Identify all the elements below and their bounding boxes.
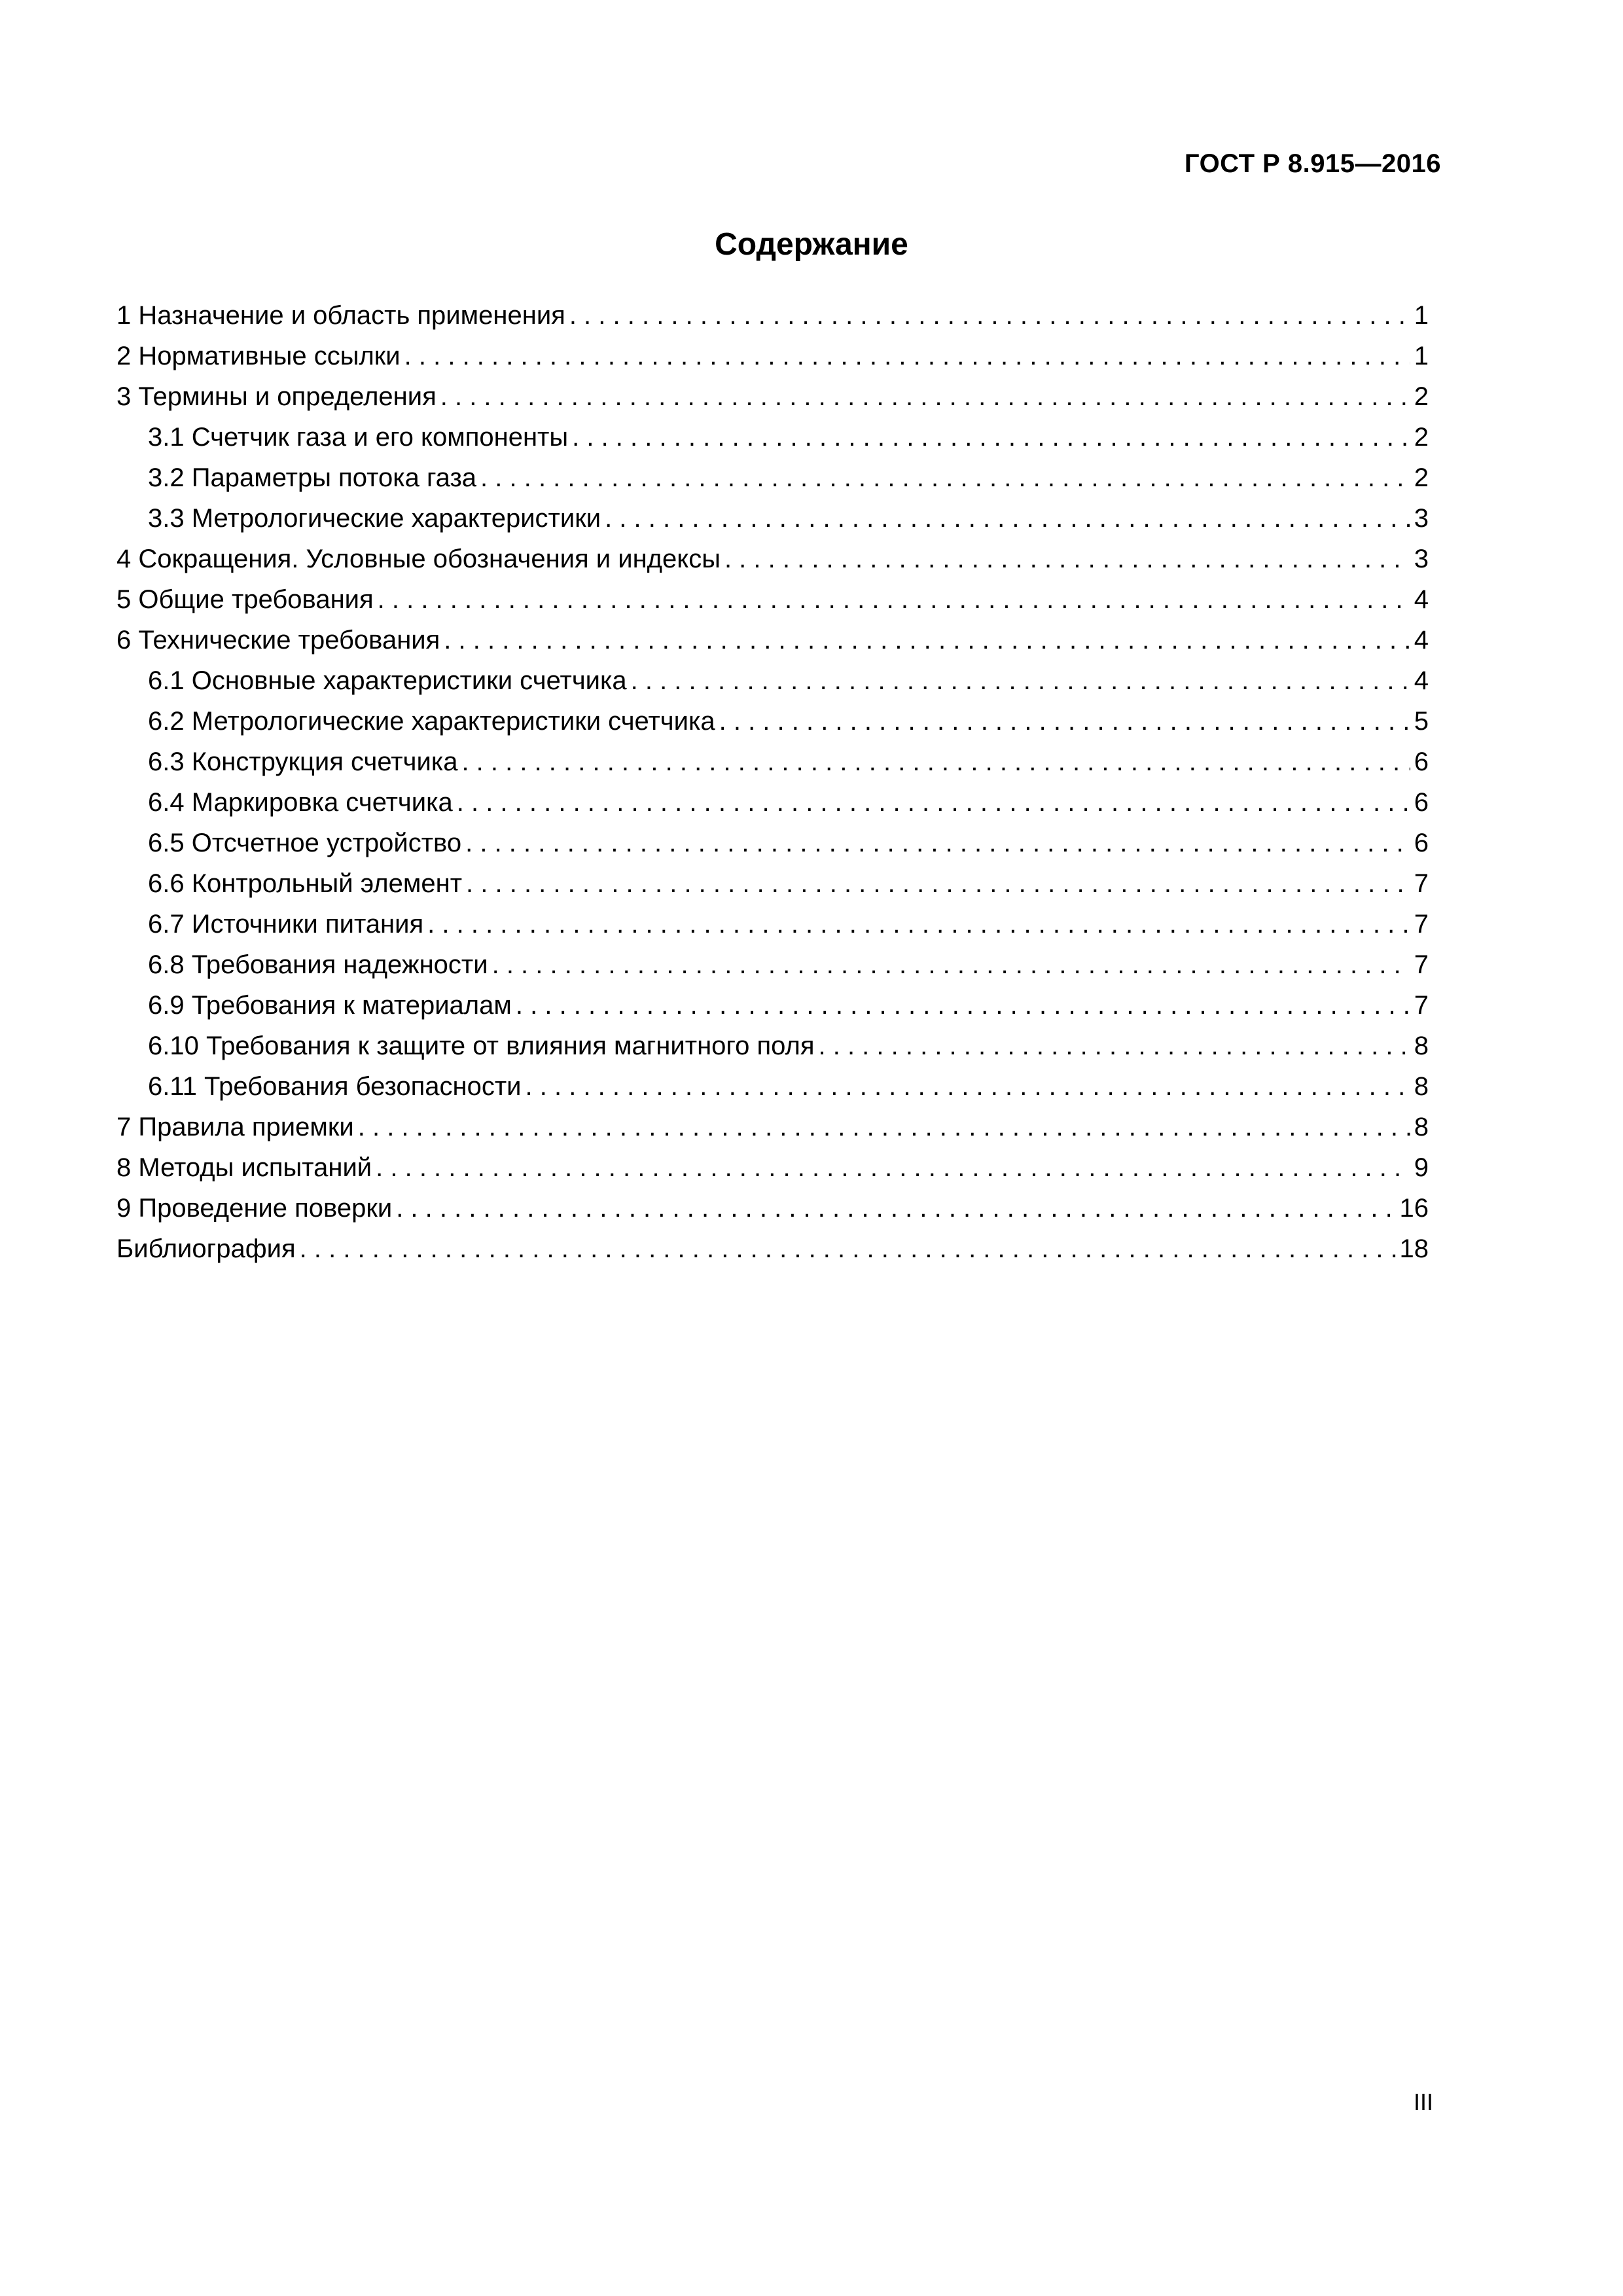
toc-entry-label: 3.1 Счетчик газа и его компоненты — [148, 423, 569, 452]
toc-entry[interactable] — [116, 823, 1429, 863]
toc-entry-page: 7 — [1414, 950, 1429, 979]
toc-leader-dots — [396, 1188, 1395, 1229]
toc-entry-page: 4 — [1414, 626, 1429, 655]
toc-entry[interactable] — [116, 376, 1429, 417]
toc-leader-dots — [719, 701, 1410, 742]
toc-entry-label: 9 Проведение поверки — [116, 1194, 393, 1223]
toc-entry-label: 6.8 Требования надежности — [148, 950, 488, 979]
table-of-contents — [116, 295, 1429, 1269]
toc-entry[interactable] — [116, 985, 1429, 1026]
toc-leader-dots — [300, 1229, 1396, 1269]
toc-leader-dots — [427, 904, 1410, 944]
toc-leader-dots — [631, 660, 1410, 701]
toc-leader-dots — [358, 1107, 1410, 1147]
toc-entry-page: 6 — [1414, 788, 1429, 817]
toc-leader-dots — [465, 823, 1410, 863]
toc-entry-label: 1 Назначение и область применения — [116, 301, 565, 330]
toc-entry-label: 8 Методы испытаний — [116, 1153, 372, 1182]
toc-leader-dots — [444, 620, 1410, 660]
toc-leader-dots — [569, 295, 1410, 336]
toc-entry[interactable] — [116, 579, 1429, 620]
toc-leader-dots — [378, 579, 1410, 620]
toc-entry[interactable] — [116, 417, 1429, 457]
toc-entry[interactable] — [116, 539, 1429, 579]
toc-entry-page: 1 — [1414, 342, 1429, 370]
toc-entry-page: 1 — [1414, 301, 1429, 330]
toc-entry[interactable] — [116, 742, 1429, 782]
toc-entry-label: 6.1 Основные характеристики счетчика — [148, 666, 627, 695]
toc-entry-label: 3.2 Параметры потока газа — [148, 463, 477, 492]
toc-entry-label: 6.3 Конструкция счетчика — [148, 747, 458, 776]
toc-leader-dots — [376, 1147, 1410, 1188]
toc-entry-label: 6.11 Требования безопасности — [148, 1072, 522, 1101]
page-title: Содержание — [715, 227, 908, 262]
toc-entry-label: 6.2 Метрологические характеристики счетчика — [148, 707, 715, 736]
toc-entry-page: 9 — [1414, 1153, 1429, 1182]
toc-entry-page: 7 — [1414, 991, 1429, 1020]
toc-entry-label: 7 Правила приемки — [116, 1113, 354, 1141]
toc-entry-page: 8 — [1414, 1031, 1429, 1060]
toc-leader-dots — [516, 985, 1410, 1026]
toc-entry-page: 2 — [1414, 382, 1429, 411]
toc-entry-page: 3 — [1414, 504, 1429, 533]
toc-entry-page: 5 — [1414, 707, 1429, 736]
toc-entry-label: 6.4 Маркировка счетчика — [148, 788, 453, 817]
document-code: ГОСТ Р 8.915—2016 — [1184, 149, 1441, 178]
toc-entry[interactable] — [116, 498, 1429, 539]
toc-entry-page: 4 — [1414, 666, 1429, 695]
toc-leader-dots — [466, 863, 1410, 904]
toc-entry[interactable] — [116, 1066, 1429, 1107]
toc-entry-label: 4 Сокращения. Условные обозначения и индексы — [116, 545, 721, 573]
toc-entry[interactable] — [116, 1107, 1429, 1147]
toc-entry-label: 6.10 Требования к защите от влияния магнитного поля — [148, 1031, 815, 1060]
toc-entry-label: Библиография — [116, 1234, 296, 1263]
toc-entry[interactable] — [116, 457, 1429, 498]
toc-entry-label: 5 Общие требования — [116, 585, 374, 614]
toc-entry-label: 6.5 Отсчетное устройство — [148, 829, 462, 857]
toc-leader-dots — [572, 417, 1410, 457]
toc-entry-page: 3 — [1414, 545, 1429, 573]
toc-entry-label: 6.7 Источники питания — [148, 910, 424, 939]
toc-leader-dots — [404, 336, 1410, 376]
toc-entry[interactable] — [116, 863, 1429, 904]
toc-entry[interactable] — [116, 1026, 1429, 1066]
toc-entry-page: 18 — [1399, 1234, 1429, 1263]
toc-entry[interactable] — [116, 782, 1429, 823]
toc-leader-dots — [461, 742, 1410, 782]
toc-entry-page: 4 — [1414, 585, 1429, 614]
toc-leader-dots — [819, 1026, 1410, 1066]
toc-entry[interactable] — [116, 944, 1429, 985]
toc-entry-page: 6 — [1414, 829, 1429, 857]
toc-entry-page: 7 — [1414, 910, 1429, 939]
toc-entry[interactable] — [116, 620, 1429, 660]
toc-entry[interactable] — [116, 904, 1429, 944]
toc-entry-page: 2 — [1414, 423, 1429, 452]
toc-leader-dots — [605, 498, 1410, 539]
toc-entry-page: 8 — [1414, 1072, 1429, 1101]
toc-entry-page: 2 — [1414, 463, 1429, 492]
toc-entry-label: 6.9 Требования к материалам — [148, 991, 512, 1020]
toc-entry-page: 7 — [1414, 869, 1429, 898]
toc-entry[interactable] — [116, 660, 1429, 701]
toc-entry-page: 8 — [1414, 1113, 1429, 1141]
toc-entry[interactable] — [116, 295, 1429, 336]
toc-leader-dots — [492, 944, 1410, 985]
toc-leader-dots — [526, 1066, 1410, 1107]
toc-entry[interactable] — [116, 1147, 1429, 1188]
toc-entry[interactable] — [116, 336, 1429, 376]
toc-entry-label: 6 Технические требования — [116, 626, 440, 655]
toc-entry-page: 6 — [1414, 747, 1429, 776]
toc-entry[interactable] — [116, 1188, 1429, 1229]
toc-entry[interactable] — [116, 701, 1429, 742]
toc-entry[interactable] — [116, 1229, 1429, 1269]
toc-entry-label: 3 Термины и определения — [116, 382, 437, 411]
toc-entry-label: 2 Нормативные ссылки — [116, 342, 401, 370]
toc-leader-dots — [724, 539, 1410, 579]
toc-leader-dots — [440, 376, 1410, 417]
toc-entry-label: 3.3 Метрологические характеристики — [148, 504, 601, 533]
toc-entry-page: 16 — [1399, 1194, 1429, 1223]
toc-leader-dots — [480, 457, 1410, 498]
toc-leader-dots — [457, 782, 1410, 823]
page-number: III — [1413, 2089, 1433, 2115]
toc-entry-label: 6.6 Контрольный элемент — [148, 869, 463, 898]
